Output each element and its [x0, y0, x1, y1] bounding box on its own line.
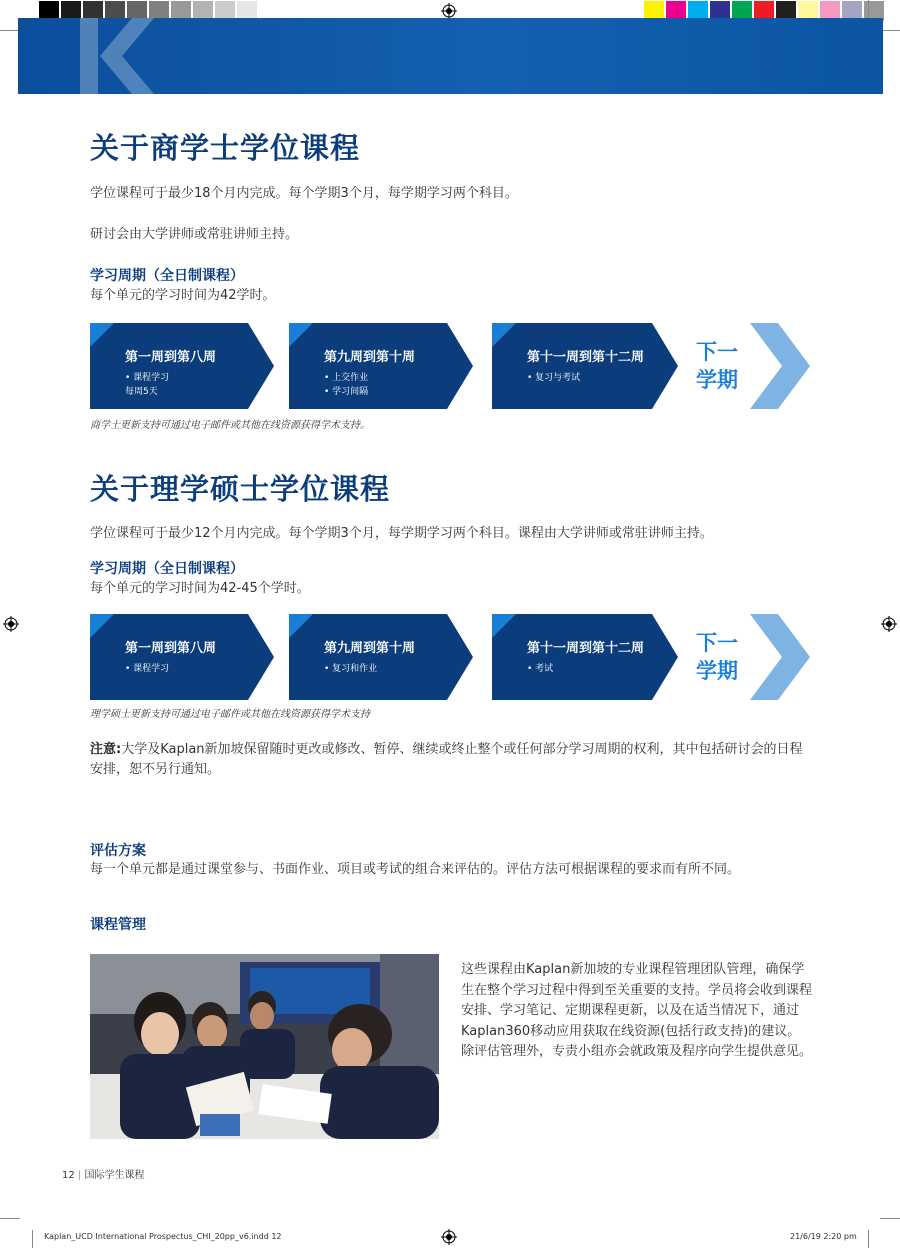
stage-chevron: [289, 614, 473, 700]
stage-chevron: [492, 323, 678, 409]
registration-mark-icon: [3, 616, 19, 632]
master-support-note: 理学硕士更新支持可通过电子邮件或其他在线资源获得学术支持: [90, 709, 370, 720]
crop-mark: [32, 1230, 33, 1248]
page-section-label: 国际学生课程: [84, 1170, 145, 1181]
registration-mark-icon: [881, 616, 897, 632]
stage-title: 第九周到第十周: [324, 350, 416, 365]
next-term-label-2: 学期: [696, 659, 738, 683]
bachelor-title: 关于商学士学位课程: [90, 131, 361, 165]
stage-title: 第九周到第十周: [324, 641, 416, 656]
stage-line: • 学习间隔: [324, 387, 369, 397]
master-title: 关于理学硕士学位课程: [90, 472, 391, 506]
stage-line: • 复习和作业: [324, 664, 378, 674]
assessment-heading: 评估方案: [90, 843, 146, 859]
chevron-right-icon: [750, 323, 812, 409]
stage-chevron: [492, 614, 678, 700]
crop-mark: [868, 0, 869, 18]
crop-mark: [0, 1218, 20, 1219]
stage-title: 第一周到第八周: [125, 641, 217, 656]
master-intro: 学位课程可于最少12个月内完成。每个学期3个月，每学期学习两个科目。课程由大学讲师或常驻讲师主持。: [90, 526, 713, 541]
crop-mark: [880, 30, 900, 31]
registration-mark-icon: [441, 3, 457, 19]
stage-title: 第一周到第八周: [125, 350, 217, 365]
students-photo: [90, 954, 439, 1139]
bachelor-intro: 学位课程可于最少18个月内完成。每个学期3个月，每学期学习两个科目。: [90, 186, 518, 201]
master-cycle-hours: 每个单元的学习时间为42-45个学时。: [90, 581, 310, 596]
stage-chevron: [289, 323, 473, 409]
management-text: 这些课程由Kaplan新加坡的专业课程管理团队管理，确保学生在整个学习过程中得到至关重要的支持。学员将会收到课程安排、学习笔记、定期课程更新，以及在适当情况下，通过Kaplan360移动应用获取在线资源(包括行政支持)的建议。除评估管理外，专责小组亦会就政策及程序向学生提供意见。: [461, 962, 813, 1059]
next-term-indicator: [690, 323, 820, 409]
stage-line: • 课程学习: [125, 664, 170, 674]
page-number: 12: [62, 1170, 75, 1181]
notice-paragraph: [90, 740, 815, 780]
stage-title: 第十一周到第十二周: [527, 641, 645, 656]
assessment-text: 每一个单元都是通过课堂参与、书面作业、项目或考试的组合来评估的。评估方法可根据课程的要求而有所不同。: [90, 862, 741, 877]
bachelor-seminar: 研讨会由大学讲师或常驻讲师主持。: [90, 227, 299, 242]
stage-line: • 复习与考试: [527, 373, 581, 383]
chevron-right-icon: [750, 614, 812, 700]
page-footer: 12 | 国际学生课程: [62, 1170, 145, 1181]
notice-text: 大学及Kaplan新加坡保留随时更改或修改、暂停、继续或终止整个或任何部分学习周期的权利，其中包括研讨会的日程安排，恕不另行通知。: [90, 742, 803, 777]
stage-title: 第十一周到第十二周: [527, 350, 645, 365]
crop-mark: [880, 1218, 900, 1219]
stage-line: • 课程学习: [125, 373, 170, 383]
registration-mark-icon: [441, 1229, 457, 1245]
notice-label: 注意:: [90, 742, 122, 757]
bachelor-cycle-heading: 学习周期（全日制课程）: [90, 268, 244, 284]
crop-mark: [868, 1230, 869, 1248]
stage-chevron: [90, 323, 274, 409]
crop-mark: [0, 30, 20, 31]
bachelor-support-note: 商学士更新支持可通过电子邮件或其他在线资源获得学术支持。: [90, 420, 370, 431]
stage-chevron: [90, 614, 274, 700]
slug-filename: Kaplan_UCD International Prospectus_CHI_20pp_v6.indd 12: [44, 1232, 282, 1241]
bachelor-cycle-hours: 每个单元的学习时间为42学时。: [90, 288, 276, 303]
stage-line: • 上交作业: [324, 373, 369, 383]
stage-line: • 考试: [527, 664, 554, 674]
next-term-label-2: 学期: [696, 368, 738, 392]
management-heading: 课程管理: [90, 917, 146, 933]
next-term-label-1: 下一: [696, 631, 738, 655]
header-banner: [18, 18, 883, 94]
kaplan-logo-icon: [70, 18, 160, 94]
slug-date: 21/6/19 2:20 pm: [790, 1232, 857, 1241]
next-term-label-1: 下一: [696, 340, 738, 364]
stage-line: 每周5天: [125, 387, 158, 397]
next-term-indicator: [690, 614, 820, 700]
master-cycle-heading: 学习周期（全日制课程）: [90, 561, 244, 577]
